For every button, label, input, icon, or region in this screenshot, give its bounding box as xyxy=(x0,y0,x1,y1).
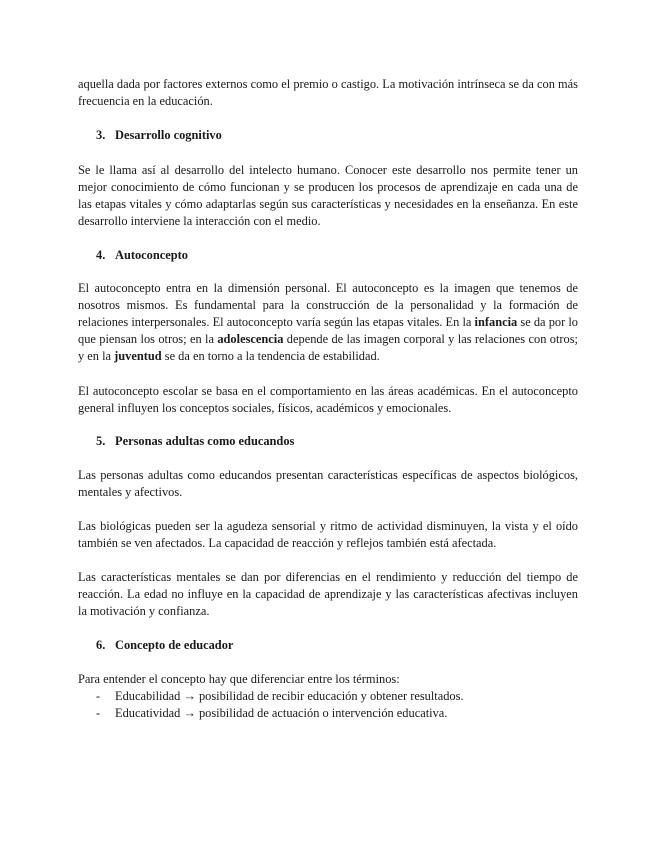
list-item xyxy=(96,688,464,705)
paragraph: Para entender el concepto hay que diferenciar entre los términos: xyxy=(78,672,400,686)
text-run: se da en torno a la tendencia de estabilidad. xyxy=(161,349,380,363)
list-item-text: Educabilidad → posibilidad de recibir educación y obtener resultados. xyxy=(115,689,464,703)
bold-term: infancia xyxy=(474,315,518,329)
paragraph: Se le llama así al desarrollo del intelecto humano. Conocer este desarrollo nos permite tener un mejor conocimiento de cómo funcionan y se producen los procesos de aprendizaje en cada una de las etapas vitales y cómo adaptarlas según sus características y necesidades en la enseñanza. En este desarrollo interviene la interacción con el medio. xyxy=(78,163,578,228)
paragraph: Las biológicas pueden ser la agudeza sensorial y ritmo de actividad disminuyen, la vista y el oído también se ven afectados. La capacidad de reacción y reflejos también está afectada. xyxy=(78,519,578,550)
heading-number: 4. xyxy=(96,248,106,262)
heading-desarrollo-cognitivo xyxy=(96,127,222,144)
paragraph: Las personas adultas como educandos presentan características específicas de aspectos biológicos, mentales y afectivos. xyxy=(78,468,578,499)
heading-title: Concepto de educador xyxy=(115,638,234,652)
dash-bullet: - xyxy=(96,706,101,720)
heading-title: Autoconcepto xyxy=(115,248,188,262)
heading-number: 3. xyxy=(96,128,106,142)
list-item-text: Educatividad → posibilidad de actuación o intervención educativa. xyxy=(115,706,448,720)
heading-concepto-educador xyxy=(96,637,233,654)
dash-bullet: - xyxy=(96,689,101,703)
text-run: depende de las imagen corporal y las relaciones con otros; y en la xyxy=(78,332,578,363)
text-run: El autoconcepto entra en la dimensión personal. El autoconcepto es la imagen que tenemos de nosotros mismos. Es fundamental para la construcción de la personalidad y la formación de relaciones interpersonales. El autoconcepto varía según las etapas vitales. En la xyxy=(78,281,578,329)
text-run: se da por lo que piensan los otros; en la xyxy=(78,315,578,346)
bold-term: adolescencia xyxy=(217,332,284,346)
heading-number: 6. xyxy=(96,638,106,652)
paragraph: El autoconcepto escolar se basa en el comportamiento en las áreas académicas. En el autoconcepto general influyen los conceptos sociales, físicos, académicos y emocionales. xyxy=(78,384,578,415)
heading-title: Desarrollo cognitivo xyxy=(115,128,222,142)
list-item xyxy=(96,705,447,722)
paragraph-autoconcepto-etapas xyxy=(78,280,578,365)
heading-number: 5. xyxy=(96,434,106,448)
heading-title: Personas adultas como educandos xyxy=(115,434,295,448)
heading-autoconcepto xyxy=(96,247,188,264)
heading-personas-adultas xyxy=(96,433,294,450)
bold-term: juventud xyxy=(114,349,162,363)
intro-paragraph: aquella dada por factores externos como el premio o castigo. La motivación intrínseca se da con más frecuencia en la educación. xyxy=(78,77,578,108)
paragraph: Las características mentales se dan por diferencias en el rendimiento y reducción del tiempo de reacción. La edad no influye en la capacidad de aprendizaje y las características afectivas incluyen la motivación y confianza. xyxy=(78,570,578,618)
